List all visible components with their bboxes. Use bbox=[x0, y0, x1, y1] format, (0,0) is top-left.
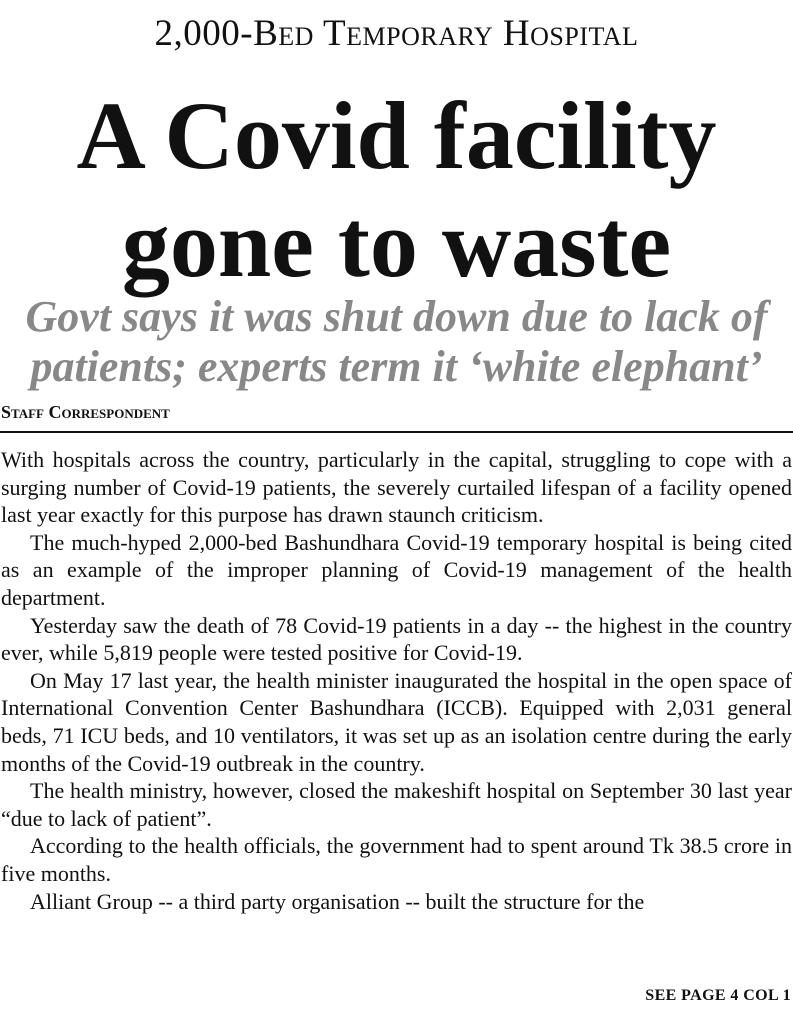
subhead-line-2: patients; experts term it ‘white elephant’ bbox=[30, 342, 763, 391]
body-paragraph: With hospitals across the country, particularly in the capital, struggling to cope with a surging number of Covid-19 patients, the severely curtailed lifespan of a facility opened last year exactly for this purpose has drawn staunch criticism. bbox=[1, 447, 792, 528]
body-paragraph: Alliant Group -- a third party organisation -- built the structure for the bbox=[30, 888, 645, 914]
article-headline bbox=[0, 82, 793, 298]
article-body bbox=[1, 446, 792, 915]
byline-divider bbox=[0, 431, 793, 433]
article-kicker: 2,000-Bed Temporary Hospital bbox=[154, 13, 639, 54]
body-paragraph: The much-hyped 2,000-bed Bashundhara Covid-19 temporary hospital is being cited as an example of the improper planning of Covid-19 management of the health department. bbox=[1, 529, 792, 610]
article-byline: Staff Correspondent bbox=[1, 402, 170, 422]
body-paragraph: On May 17 last year, the health minister inaugurated the hospital in the open space of International Convention Center Bashundhara (ICCB). Equipped with 2,031 general beds, 71 ICU beds, and 10 ventilators, it was set up as an isolation centre during the early months of the Covid-19 outbreak in the country. bbox=[1, 667, 792, 776]
body-paragraph: According to the health officials, the government had to spent around Tk 38.5 crore in five months. bbox=[1, 833, 792, 886]
headline-line-1: A Covid facility bbox=[76, 82, 717, 189]
subhead-line-1: Govt says it was shut down due to lack of bbox=[25, 292, 768, 341]
headline-line-2: gone to waste bbox=[121, 190, 672, 297]
body-paragraph: Yesterday saw the death of 78 Covid-19 patients in a day -- the highest in the country ever, while 5,819 people were tested positive for Covid-19. bbox=[1, 612, 792, 666]
body-paragraph: The health ministry, however, closed the makeshift hospital on September 30 last year “due to lack of patient”. bbox=[1, 778, 792, 831]
continued-reference: SEE PAGE 4 COL 1 bbox=[645, 987, 791, 1004]
article-subhead bbox=[0, 292, 793, 392]
